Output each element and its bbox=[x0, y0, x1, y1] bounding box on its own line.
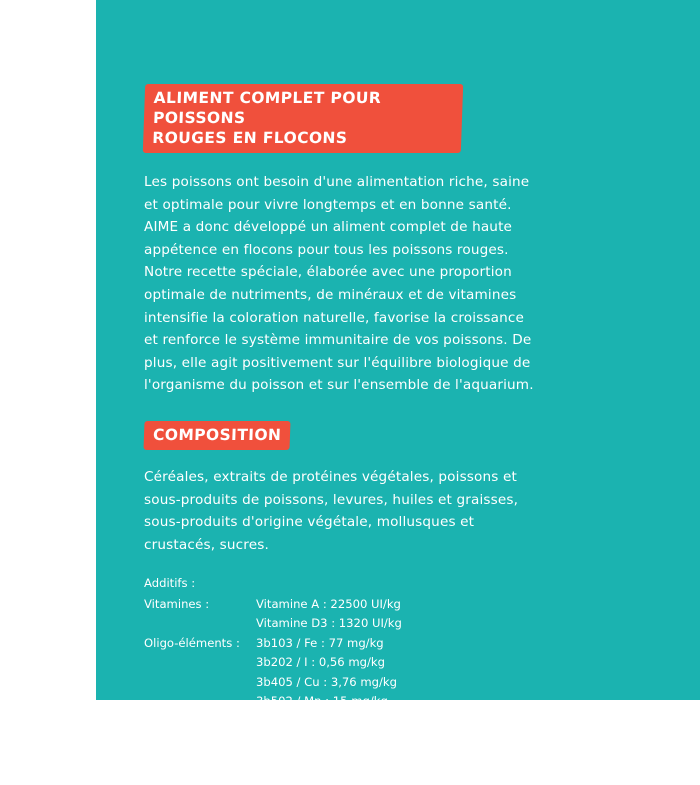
trace-element-value: 3b202 / I : 0,56 mg/kg bbox=[256, 655, 385, 670]
vitamin-value: Vitamine A : 22500 UI/kg bbox=[256, 596, 401, 611]
page-title bbox=[143, 84, 463, 153]
additives-block bbox=[144, 574, 646, 753]
footnote: * Sous réserve de respecter les consignes d'utilisation ci-après. bbox=[144, 768, 506, 783]
trace-element-row-4 bbox=[144, 692, 646, 712]
vitamins-group bbox=[144, 595, 646, 634]
trace-elements-group bbox=[144, 634, 646, 732]
additives-label: Additifs : bbox=[144, 576, 196, 591]
vitamins-row-1 bbox=[144, 595, 646, 615]
trace-element-row-3 bbox=[144, 673, 646, 693]
vitamins-row-2 bbox=[144, 614, 646, 634]
teal-content-panel bbox=[96, 0, 700, 783]
vitamins-label: Vitamines : bbox=[144, 596, 210, 611]
colorants-label: Colorants bbox=[144, 735, 200, 750]
trace-element-value: 3b502 / Mn : 15 mg/kg bbox=[256, 694, 388, 709]
colorants-row bbox=[144, 733, 646, 753]
trace-element-value: 3b405 / Cu : 3,76 mg/kg bbox=[256, 674, 397, 689]
intro-paragraph: Les poissons ont besoin d'une alimentation riche, saine et optimale pour vivre longtemps et en bonne santé. AIME a donc développé un aliment complet de haute appétence en flocons pour tous les poissons rouges. Notre recette spéciale, élaborée avec une proportion optimale de nutriments, de minéraux et de vitamines intensifie la coloration naturelle, favorise la croissance et renforce le système immunitaire de vos poissons. De plus, elle agit positivement sur l'équilibre biologique de l'organisme du poisson et sur l'ensemble de l'aquarium. bbox=[144, 174, 534, 394]
composition-paragraph: Céréales, extraits de protéines végétales, poissons et sous-produits de poissons, levures, huiles et graisses, sous-produits d'origine végétale, mollusques et crustacés, sucres. bbox=[144, 468, 519, 553]
trace-elements-label: Oligo-éléments : bbox=[144, 635, 240, 650]
trace-element-row-5 bbox=[144, 712, 646, 732]
trace-element-value: 3b603 / Zn : 20 mg/kg bbox=[256, 713, 386, 728]
composition-heading: COMPOSITION bbox=[143, 421, 290, 450]
page-title-line1: ALIMENT COMPLET POUR POISSONS bbox=[152, 89, 382, 127]
trace-element-value: 3b103 / Fe : 77 mg/kg bbox=[256, 635, 384, 650]
trace-element-row-1 bbox=[144, 634, 646, 654]
trace-element-row-2 bbox=[144, 653, 646, 673]
vitamin-value: Vitamine D3 : 1320 UI/kg bbox=[256, 616, 402, 631]
page-title-line2: ROUGES EN FLOCONS bbox=[152, 129, 348, 147]
